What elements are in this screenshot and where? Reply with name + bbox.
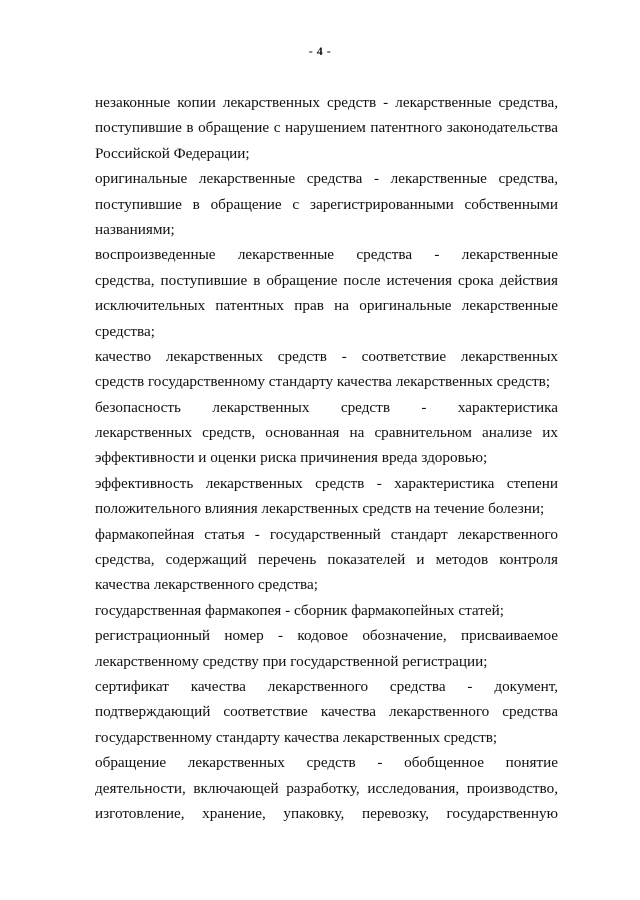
paragraph-5 [64,395,558,471]
text-line: деятельности, включающей разработку, исследования, производство, [95,779,558,797]
text-line: государственная фармакопея - сборник фармакопейных статей; [95,601,504,619]
text-line: средств государственному стандарту качества лекарственных средств; [95,373,551,391]
text-line: положительного влияния лекарственных средств на течение болезни; [95,500,545,518]
text-line: обращение лекарственных средств - обобщенное понятие [95,754,558,772]
paragraph-10 [64,674,558,750]
text-line: названиями; [95,220,175,238]
paragraph-11 [64,750,558,826]
text-line: исключительных патентных прав на оригинальные лекарственные [95,297,558,315]
text-line: воспроизведенные лекарственные средства - лекарственные [95,246,558,264]
text-line: фармакопейная статья - государственный стандарт лекарственного [95,525,558,543]
paragraph-6 [64,471,558,522]
text-line: подтверждающий соответствие качества лекарственного средства [95,703,558,721]
paragraph-7 [64,522,558,598]
text-line: изготовление, хранение, упаковку, перевозку, государственную [95,804,558,822]
paragraph-9 [64,623,558,674]
text-line: средства, содержащий перечень показателей и методов контроля [95,551,558,569]
paragraph-2 [64,166,558,242]
text-line: поступившие в обращение с зарегистрированными собственными [95,195,558,213]
text-line: сертификат качества лекарственного средства - документ, [95,677,558,695]
text-line: регистрационный номер - кодовое обозначение, присваиваемое [95,627,558,645]
text-line: поступившие в обращение с нарушением патентного законодательства [95,119,558,137]
paragraph-8 [64,598,558,623]
document-body [64,90,558,826]
paragraph-4 [64,344,558,395]
text-line: качество лекарственных средств - соответствие лекарственных [95,347,558,365]
text-line: лекарственных средств, основанная на сравнительном анализе их [95,424,558,442]
paragraph-3 [64,242,558,344]
text-line: средства, поступившие в обращение после истечения срока действия [95,271,558,289]
paragraph-1 [64,90,558,166]
text-line: безопасность лекарственных средств - характеристика [95,398,558,416]
text-line: эффективность лекарственных средств - характеристика степени [95,474,558,492]
text-line: незаконные копии лекарственных средств - лекарственные средства, [95,94,558,111]
text-line: Российской Федерации; [95,144,250,162]
text-line: оригинальные лекарственные средства - лекарственные средства, [95,170,558,188]
text-line: качества лекарственного средства; [95,576,318,594]
page-number: - 4 - [308,44,332,58]
text-line: средства; [95,322,155,340]
text-line: лекарственному средству при государственной регистрации; [95,652,488,670]
text-line: государственному стандарту качества лекарственных средств; [95,728,498,746]
text-line: эффективности и оценки риска причинения вреда здоровью; [95,449,488,467]
